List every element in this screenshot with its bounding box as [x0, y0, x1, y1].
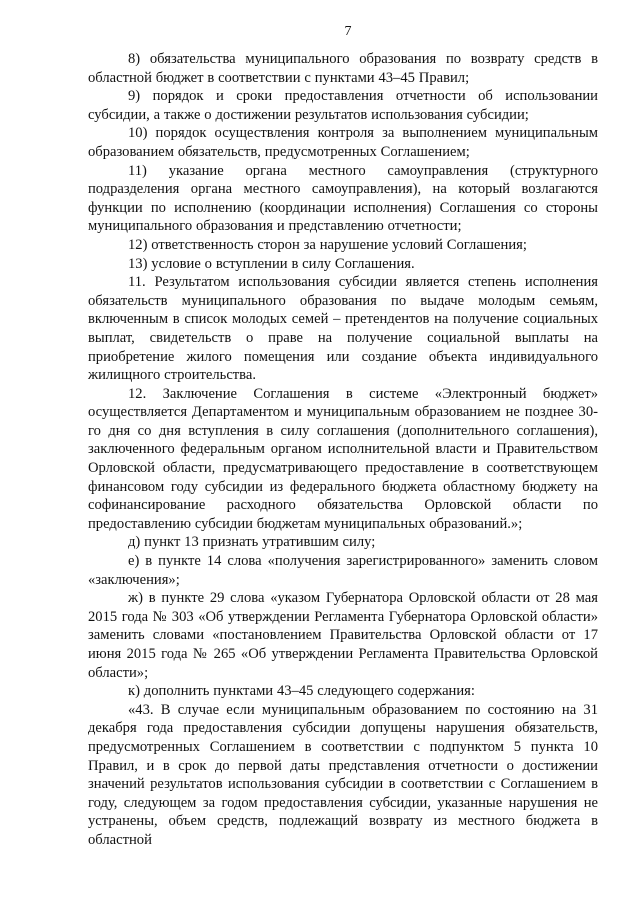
paragraph-item-12: 12) ответственность сторон за нарушение условий Соглашения;: [128, 236, 527, 253]
paragraph-item-8: 8) обязательства муниципального образования по возврату средств в областной бюджет в соответствии с пунктами 43–45 Правил;: [88, 51, 598, 86]
paragraph-item-9: 9) порядок и сроки предоставления отчетности об использовании субсидии, а также о достижении результатов использования субсидии;: [88, 88, 598, 123]
paragraph-item-10: 10) порядок осуществления контроля за выполнением муниципальным образованием обязательств, предусмотренных Соглашением;: [88, 125, 598, 160]
paragraph-subitem-zh: ж) в пункте 29 слова «указом Губернатора Орловской области от 28 мая 2015 года № 303 «Об утверждении Регламента Губернатора Орловской области» заменить словами «постановлением Правительства Орловской области от 17 июня 2015 года № 265 «Об утверждении Регламента Правительства Орловской области»;: [88, 590, 598, 681]
document-page: [88, 22, 598, 850]
page-number: 7: [344, 24, 352, 39]
paragraph-item-13: 13) условие о вступлении в силу Соглашения.: [128, 255, 415, 272]
paragraph-subitem-e: е) в пункте 14 слова «получения зарегистрированного» заменить словом «заключения»;: [88, 553, 598, 588]
paragraph-point-11: 11. Результатом использования субсидии является степень исполнения обязательств муниципального образования по выдаче молодым семьям, включенным в список молодых семей – претендентов на получение социальных выплат, свидетельств о праве на получение социальной выплаты на приобретение жилого помещения или создание объекта индивидуального жилищного строительства.: [88, 274, 598, 384]
paragraph-point-43: «43. В случае если муниципальным образованием по состоянию на 31 декабря года предоставления субсидии допущены нарушения обязательств, предусмотренных Соглашением в соответствии с подпунктом 5 пункта 10 Правил, и в срок до первой даты представления отчетности о достижении значений результатов использования субсидии в соответствии с Соглашением в году, следующем за годом предоставления субсидии, указанные нарушения не устранены, объем средств, подлежащий возврату из местного бюджета в областной: [88, 701, 598, 848]
paragraph-item-11: 11) указание органа местного самоуправления (структурного подразделения органа местного самоуправления), на который возлагаются функции по исполнению (координации исполнения) Соглашения со стороны муниципального образования и представлению отчетности;: [88, 162, 598, 235]
paragraph-subitem-d: д) пункт 13 признать утратившим силу;: [128, 534, 376, 551]
paragraph-point-12: 12. Заключение Соглашения в системе «Электронный бюджет» осуществляется Департаментом и муниципальным образованием не позднее 30-го дня со дня вступления в силу соглашения (дополнительного соглашения), заключенного федеральным органом исполнительной власти и Правительством Орловской области, предусматривающего предоставление в соответствующем финансовом году субсидии из федерального бюджета областному бюджету на софинансирование расходного обязательства Орловской области по предоставлению субсидии бюджетам муниципальных образований.»;: [88, 385, 598, 532]
paragraph-subitem-k: к) дополнить пунктами 43–45 следующего содержания:: [128, 683, 475, 700]
